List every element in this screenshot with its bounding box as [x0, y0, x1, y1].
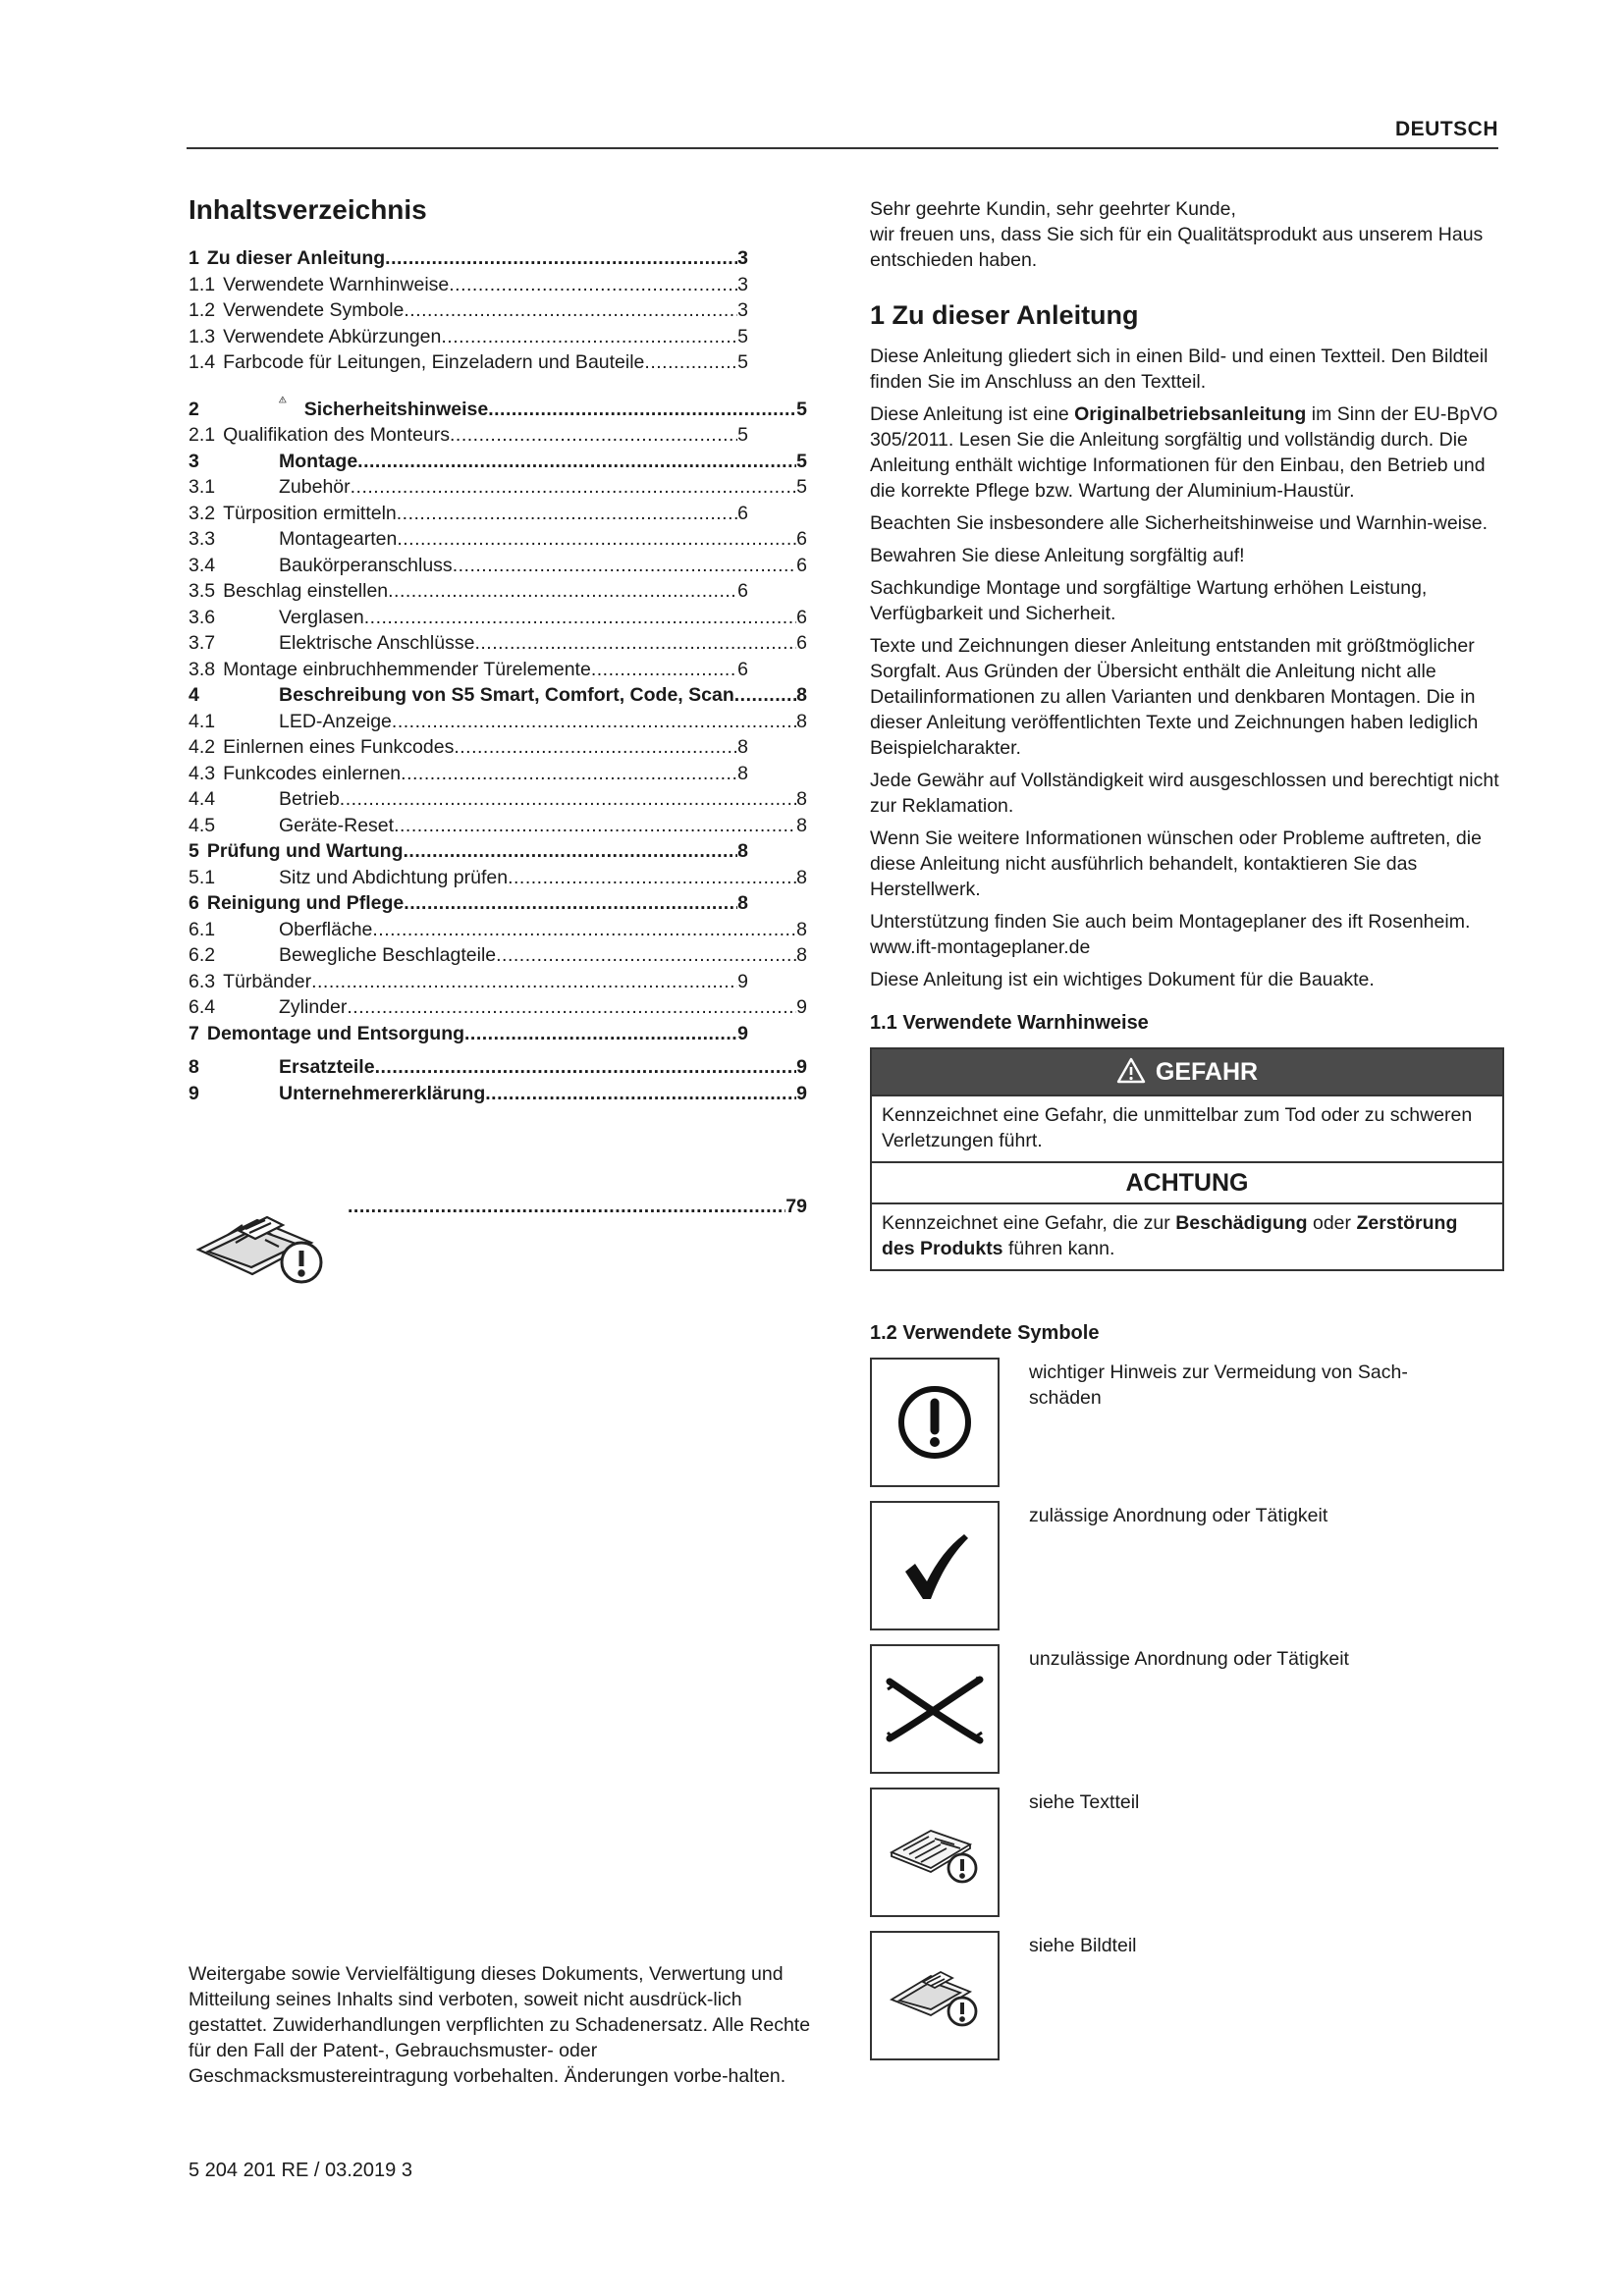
toc-row[interactable] — [189, 1021, 748, 1047]
toc-entry-title: Qualifikation des Monteurs — [223, 424, 450, 446]
toc-number: 6 — [189, 892, 199, 914]
toc-row[interactable] — [189, 1054, 807, 1081]
toc-row[interactable] — [189, 838, 748, 865]
symbol-row — [870, 1358, 1500, 1487]
toc-page-number: 6 — [737, 502, 748, 524]
toc-row[interactable] — [189, 890, 748, 917]
toc-entry-title: Zu dieser Anleitung — [206, 247, 386, 269]
toc-row[interactable] — [189, 786, 807, 813]
symbol-description: wichtiger Hinweis zur Vermeidung von Sach-schäden — [1029, 1362, 1408, 1409]
toc-row[interactable] — [189, 942, 807, 969]
toc-row[interactable] — [189, 761, 748, 787]
toc-number: 1.1 — [189, 273, 216, 295]
paragraph: Diese Anleitung gliedert sich in einen Bild- und einen Textteil. Den Bildteil finden Sie im Anschluss an den Textteil. — [870, 346, 1489, 393]
toc-entry-title: Geräte-Reset — [279, 814, 395, 836]
toc-title: Inhaltsverzeichnis — [189, 194, 427, 225]
paragraph: Unterstützung finden Sie auch beim Montageplaner des ift Rosenheim. www.ift-montageplaner.de — [870, 911, 1471, 958]
toc-row[interactable] — [189, 917, 807, 943]
toc-entry-title: Montage — [279, 450, 358, 472]
toc-entry-title: Sicherheitshinweise — [303, 398, 489, 420]
danger-description: Kennzeichnet eine Gefahr, die unmittelbar zum Tod oder zu schweren Verletzungen führt. — [872, 1095, 1502, 1161]
toc-page-number: 8 — [796, 944, 807, 966]
section-title: 1 Zu dieser Anleitung — [870, 300, 1139, 330]
toc-leader — [394, 813, 796, 839]
toc-leader — [388, 578, 737, 605]
toc-entry-title: Türbänder — [223, 970, 312, 992]
toc-row[interactable] — [189, 324, 748, 350]
picture-part-icon — [886, 1956, 984, 2035]
toc-leader — [488, 397, 796, 423]
toc-page-number: 9 — [737, 1022, 748, 1044]
greeting-line: wir freuen uns, dass Sie sich für ein Qualitätsprodukt aus unserem Haus entschieden haben. — [870, 224, 1484, 271]
toc-number: 2 — [189, 398, 199, 420]
toc-number: 6.2 — [189, 944, 216, 966]
toc-page-number: 8 — [737, 892, 748, 914]
toc-leader — [311, 969, 737, 995]
toc-leader — [404, 838, 738, 865]
toc-number: 3 — [189, 450, 199, 472]
toc-leader — [508, 865, 796, 891]
toc-page-number: 3 — [737, 273, 748, 295]
toc-row[interactable] — [189, 969, 748, 995]
toc-page-number: 5 — [737, 325, 748, 347]
toc-entry-title: Bewegliche Beschlagteile — [279, 944, 497, 966]
toc-leader — [454, 734, 737, 761]
picture-part-icon — [189, 1196, 336, 1294]
toc-number: 8 — [189, 1056, 199, 1078]
toc-leader — [385, 245, 737, 272]
toc-leader — [441, 324, 737, 350]
toc-entry-title: Einlernen eines Funkcodes — [223, 736, 455, 758]
toc-row[interactable] — [189, 474, 807, 501]
toc-entry-title: Oberfläche — [279, 918, 373, 940]
toc-number: 1.3 — [189, 325, 216, 347]
toc-number: 3.6 — [189, 606, 216, 628]
toc-row[interactable] — [189, 422, 748, 449]
toc-row[interactable] — [189, 501, 748, 527]
toc-entry-title: Unternehmererklärung — [279, 1082, 486, 1104]
toc-page-number: 79 — [785, 1196, 807, 1217]
toc-leader — [485, 1081, 796, 1107]
toc-entry-title: Betrieb — [279, 788, 340, 810]
paragraph: Sachkundige Montage und sorgfältige Wartung erhöhen Leistung, Verfügbarkeit und Sicherheit. — [870, 577, 1428, 624]
toc-list — [189, 245, 817, 1106]
paragraph: Jede Gewähr auf Vollständigkeit wird ausgeschlossen und berechtigt nicht zur Reklamation. — [870, 770, 1499, 817]
toc-leader — [644, 349, 737, 376]
toc-entry-title: LED-Anzeige — [279, 710, 392, 732]
toc-number: 7 — [189, 1022, 199, 1044]
toc-row[interactable] — [189, 553, 807, 579]
toc-number: 5 — [189, 840, 199, 862]
legal-notice: Weitergabe sowie Vervielfältigung dieses Dokuments, Verwertung und Mitteilung seines Inhalts sind verboten, soweit nicht ausdrück-lich gestattet. Zuwiderhandlungen verpflichten zu Schadenersatz. Alle Rechte für den Fall der Patent-, Gebrauchsmuster- oder Geschmacksmustereintragung vorbehalten. Änderungen vorbe-halten. — [189, 1963, 811, 2087]
warning-triangle-icon — [279, 384, 287, 415]
toc-leader — [340, 786, 796, 813]
text-part-icon — [886, 1813, 984, 1892]
checkmark-icon — [893, 1524, 976, 1607]
toc-entry-title: Reinigung und Pflege — [206, 892, 405, 914]
toc-page-number: 5 — [796, 476, 807, 498]
symbol-description: zulässige Anordnung oder Tätigkeit — [1029, 1505, 1328, 1526]
toc-page-number: 8 — [737, 762, 748, 784]
toc-leader — [734, 682, 796, 709]
greeting — [870, 196, 1500, 273]
toc-number: 3.8 — [189, 658, 216, 680]
toc-leader — [372, 917, 796, 943]
caution-description: Kennzeichnet eine Gefahr, die zur Beschädigung oder Zerstörung des Produkts führen kann. — [872, 1202, 1502, 1269]
toc-row[interactable] — [189, 657, 748, 683]
toc-row[interactable] — [189, 994, 807, 1021]
toc-page-number: 5 — [737, 351, 748, 373]
toc-entry-title: Baukörperanschluss — [279, 554, 453, 576]
toc-row[interactable] — [189, 1081, 807, 1107]
symbol-row — [870, 1501, 1500, 1630]
toc-entry-title: Zylinder — [279, 996, 348, 1018]
toc-page-number: 8 — [796, 788, 807, 810]
toc-row[interactable] — [189, 630, 807, 657]
toc-entry-title: Verglasen — [279, 606, 364, 628]
paragraph: Beachten Sie insbesondere alle Sicherheitshinweise und Warnhin-weise. — [870, 512, 1489, 534]
danger-header — [872, 1049, 1502, 1095]
toc-number: 3.2 — [189, 502, 216, 524]
toc-entry-title: Prüfung und Wartung — [206, 840, 404, 862]
toc-row[interactable] — [189, 449, 807, 475]
toc-entry-title: Beschlag einstellen — [223, 580, 389, 602]
toc-page-number: 8 — [796, 710, 807, 732]
toc-entry-title: Montage einbruchhemmender Türelemente — [223, 658, 591, 680]
toc-number: 6.4 — [189, 996, 216, 1018]
toc-page-number: 5 — [796, 398, 807, 420]
toc-entry-title: Verwendete Abkürzungen — [223, 325, 442, 347]
danger-label: GEFAHR — [1155, 1058, 1259, 1086]
subsection-title: 1.1 Verwendete Warnhinweise — [870, 1012, 1149, 1034]
toc-row[interactable] — [189, 578, 748, 605]
toc-page-number: 9 — [796, 1056, 807, 1078]
toc-number: 3.4 — [189, 554, 216, 576]
toc-page-number: 9 — [737, 970, 748, 992]
symbol-row — [870, 1644, 1500, 1774]
toc-number: 4.4 — [189, 788, 216, 810]
toc-entry-title: Ersatzteile — [279, 1056, 375, 1078]
toc-number: 3.1 — [189, 476, 216, 498]
toc-number: 1.2 — [189, 299, 216, 321]
toc-page-number: 9 — [796, 996, 807, 1018]
toc-row[interactable] — [189, 297, 748, 324]
toc-entry-title: Beschreibung von S5 Smart, Comfort, Code, Scan — [279, 684, 734, 706]
toc-leader — [474, 630, 796, 657]
toc-entry-title: Elektrische Anschlüsse — [279, 632, 475, 654]
toc-leader — [347, 994, 796, 1021]
symbol-description: unzulässige Anordnung oder Tätigkeit — [1029, 1648, 1349, 1670]
warning-triangle-icon — [1116, 1057, 1146, 1084]
toc-page-number: 3 — [737, 299, 748, 321]
toc-page-number: 8 — [796, 684, 807, 706]
toc-leader — [453, 553, 796, 579]
toc-number: 4.5 — [189, 814, 216, 836]
toc-entry-title: Farbcode für Leitungen, Einzeladern und Bauteile — [223, 351, 645, 373]
toc-row[interactable] — [189, 709, 807, 735]
toc-page-number: 8 — [796, 866, 807, 888]
toc-number: 1 — [189, 247, 199, 269]
toc-number: 4 — [189, 684, 199, 706]
paragraph: Diese Anleitung ist eine Originalbetriebsanleitung im Sinn der EU-BpVO 305/2011. Lesen Sie die Anleitung sorgfältig und vollständig durch. Die Anleitung enthält wichtige Informationen für den Einbau, den Betrieb und die korrekte Pflege bzw. Wartung der Aluminium-Haustür. — [870, 403, 1498, 502]
toc-page-number: 5 — [796, 450, 807, 472]
toc-entry-title: Verwendete Symbole — [223, 299, 405, 321]
important-note-icon — [893, 1381, 976, 1464]
warning-table — [870, 1047, 1504, 1271]
toc-leader — [404, 890, 737, 917]
toc-page-number: 6 — [737, 580, 748, 602]
toc-number: 9 — [189, 1082, 199, 1104]
toc-page-number: 6 — [796, 606, 807, 628]
header-language: DEUTSCH — [1394, 118, 1498, 140]
toc-leader — [449, 272, 737, 298]
toc-page-number: 6 — [796, 632, 807, 654]
toc-page-number: 6 — [737, 658, 748, 680]
toc-page-number: 8 — [796, 814, 807, 836]
toc-leader — [496, 942, 796, 969]
toc-number: 4.2 — [189, 736, 216, 758]
toc-leader — [404, 297, 737, 324]
toc-row[interactable] — [189, 865, 807, 891]
toc-number: 2.1 — [189, 424, 216, 446]
toc-page-number: 5 — [737, 424, 748, 446]
header-rule — [187, 147, 1498, 149]
toc-entry-title: Montagearten — [279, 528, 398, 550]
toc-leader — [375, 1054, 797, 1081]
toc-row[interactable] — [189, 272, 748, 298]
toc-page-number: 8 — [737, 840, 748, 862]
toc-number: 1.4 — [189, 351, 216, 373]
toc-number: 5.1 — [189, 866, 216, 888]
toc-leader — [357, 449, 796, 475]
symbol-row — [870, 1931, 1500, 2060]
symbol-description: siehe Textteil — [1029, 1791, 1140, 1813]
toc-number: 4.1 — [189, 710, 216, 732]
toc-row[interactable] — [189, 384, 807, 423]
toc-entry-title: Demontage und Entsorgung — [206, 1022, 465, 1044]
toc-number: 3.5 — [189, 580, 216, 602]
toc-leader — [401, 761, 737, 787]
toc-leader — [450, 422, 737, 449]
toc-row[interactable] — [189, 349, 748, 376]
toc-entry-title: Verwendete Warnhinweise — [223, 273, 450, 295]
symbol-row — [870, 1788, 1500, 1917]
toc-number: 6.1 — [189, 918, 216, 940]
main-content — [870, 196, 1500, 2074]
toc-row[interactable] — [189, 605, 807, 631]
toc-page-number: 6 — [796, 554, 807, 576]
toc-number: 3.7 — [189, 632, 216, 654]
symbol-description: siehe Bildteil — [1029, 1935, 1137, 1956]
toc-row[interactable] — [189, 526, 807, 553]
toc-row[interactable] — [189, 813, 807, 839]
paragraph: Wenn Sie weitere Informationen wünschen oder Probleme auftreten, die diese Anleitung nicht ausführlich behandelt, kontaktieren Sie das Herstellwerk. — [870, 828, 1482, 900]
toc-page-number: 8 — [737, 736, 748, 758]
toc-page-number: 3 — [737, 247, 748, 269]
toc-leader — [364, 605, 796, 631]
toc-number: 3.3 — [189, 528, 216, 550]
toc-row[interactable] — [189, 682, 807, 709]
toc-leader — [392, 709, 796, 735]
toc-row[interactable] — [189, 734, 748, 761]
toc-leader — [397, 501, 737, 527]
toc-page-number: 8 — [796, 918, 807, 940]
caution-header: ACHTUNG — [872, 1161, 1502, 1202]
toc-row[interactable] — [189, 245, 748, 272]
toc-number: 6.3 — [189, 970, 216, 992]
toc-entry-title: Zubehör — [279, 476, 351, 498]
toc-leader — [351, 474, 797, 501]
subsection-title: 1.2 Verwendete Symbole — [870, 1322, 1100, 1344]
greeting-line: Sehr geehrte Kundin, sehr geehrter Kunde, — [870, 198, 1236, 220]
cross-icon — [884, 1668, 986, 1750]
symbol-list — [870, 1358, 1500, 2060]
document-code: 5 204 201 RE / 03.2019 3 — [189, 2160, 412, 2181]
toc-page-number: 6 — [796, 528, 807, 550]
paragraph: Diese Anleitung ist ein wichtiges Dokument für die Bauakte. — [870, 969, 1375, 990]
table-of-contents — [189, 194, 817, 1106]
toc-entry-title: Türposition ermitteln — [223, 502, 397, 524]
paragraph: Bewahren Sie diese Anleitung sorgfältig auf! — [870, 545, 1245, 566]
toc-number: 4.3 — [189, 762, 216, 784]
toc-leader — [591, 657, 737, 683]
toc-leader — [464, 1021, 737, 1047]
toc-leader — [397, 526, 796, 553]
toc-row[interactable] — [348, 1196, 807, 1218]
toc-page-number: 9 — [796, 1082, 807, 1104]
toc-entry-title: Funkcodes einlernen — [223, 762, 402, 784]
paragraph: Texte und Zeichnungen dieser Anleitung entstanden mit größtmöglicher Sorgfalt. Aus Gründen der Übersicht enthält die Anleitung nicht alle Detailinformationen zu allen Varianten und denkbaren Montagen. Die in dieser Anleitung veröffentlichten Texte und Zeichnungen haben lediglich Beispielcharakter. — [870, 635, 1479, 759]
toc-entry-title: Sitz und Abdichtung prüfen — [279, 866, 509, 888]
